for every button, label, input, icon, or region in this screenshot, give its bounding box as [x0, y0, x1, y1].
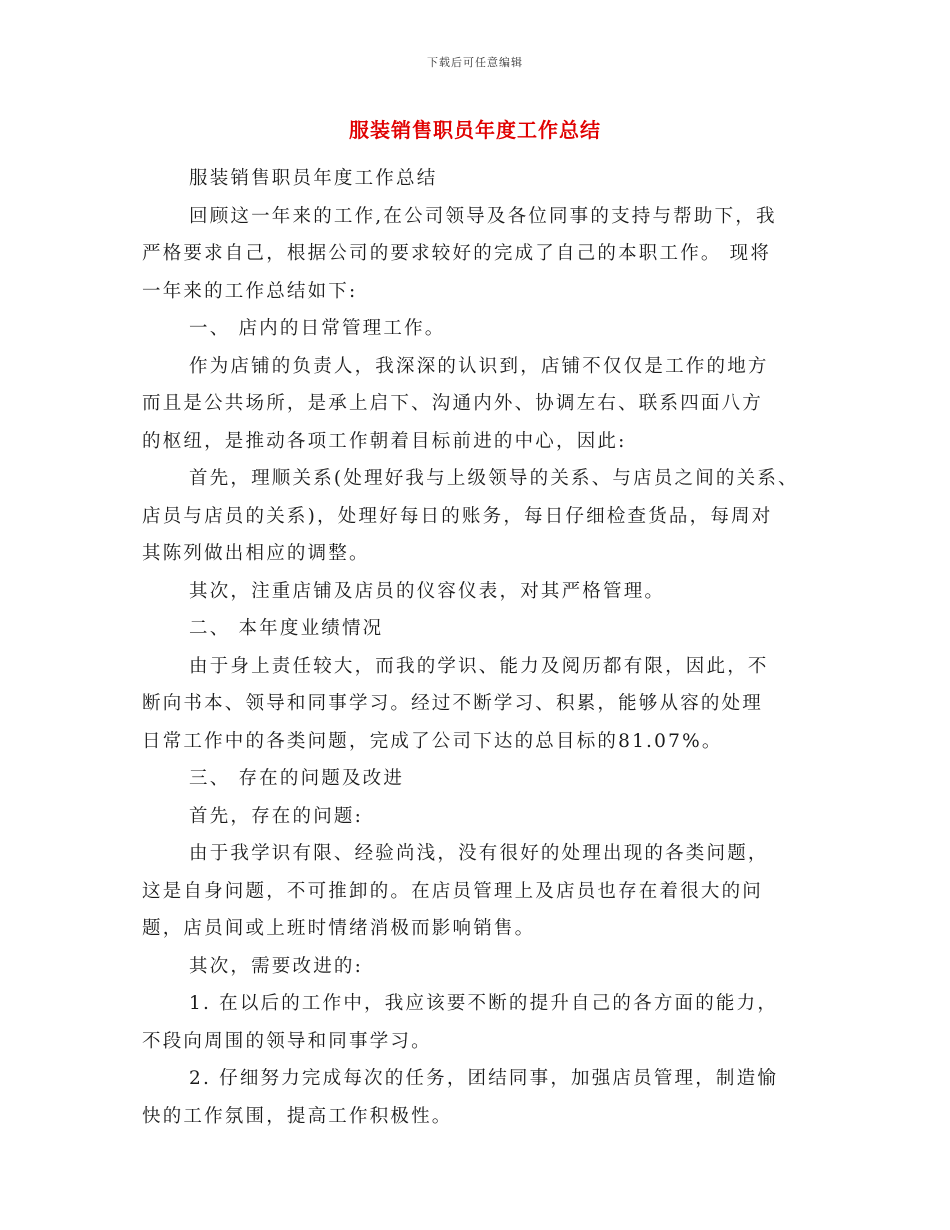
body-line: 断向书本、领导和同事学习。经过不断学习、积累，能够从容的处理	[142, 693, 764, 714]
body-line: 一、 店内的日常管理工作。	[189, 318, 446, 339]
body-line: 一年来的工作总结如下:	[142, 280, 358, 302]
body-line: 这是自身问题，不可推卸的。在店员管理上及店员也存在着很大的问	[142, 880, 764, 902]
body-line: 作为店铺的负责人，我深深的认识到，店铺不仅仅是工作的地方	[189, 355, 769, 377]
header-note: 下载后可任意编辑	[427, 56, 523, 69]
body-line: 题，店员间或上班时情绪消极而影响销售。	[142, 918, 536, 939]
body-line: 不段向周围的领导和同事学习。	[142, 1030, 432, 1052]
body-line: 2. 仔细努力完成每次的任务，团结同事，加强店员管理，制造愉	[189, 1068, 779, 1089]
body-line: 服装销售职员年度工作总结	[189, 168, 438, 189]
body-line: 回顾这一年来的工作,在公司领导及各位同事的支持与帮助下，我	[189, 205, 777, 227]
body-line: 而且是公共场所，是承上启下、沟通内外、协调左右、联系四面八方	[142, 393, 764, 414]
body-line: 其陈列做出相应的调整。	[142, 543, 370, 564]
body-line: 1. 在以后的工作中，我应该要不断的提升自己的各方面的能力，	[189, 993, 779, 1014]
body-line: 快的工作氛围，提高工作积极性。	[142, 1105, 453, 1127]
body-line: 三、 存在的问题及改进	[189, 768, 405, 789]
document-body	[142, 160, 814, 1135]
body-line: 由于我学识有限、经验尚浅，没有很好的处理出现的各类问题，	[189, 843, 769, 864]
body-line: 二、 本年度业绩情况	[189, 618, 384, 639]
document-title: 服装销售职员年度工作总结	[349, 118, 601, 142]
body-line: 其次，需要改进的:	[189, 955, 364, 977]
body-line: 首先，存在的问题:	[189, 805, 364, 827]
body-line: 其次，注重店铺及店员的仪容仪表，对其严格管理。	[189, 580, 666, 602]
body-line: 店员与店员的关系)，处理好每日的账务，每日仔细检查货品，每周对	[142, 505, 773, 527]
body-line: 的枢纽，是推动各项工作朝着目标前进的中心，因此:	[142, 430, 627, 452]
body-line: 由于身上责任较大，而我的学识、能力及阅历都有限，因此，不	[189, 655, 769, 677]
body-line: 严格要求自己，根据公司的要求较好的完成了自己的本职工作。 现将	[142, 243, 772, 264]
body-line: 首先，理顺关系(处理好我与上级领导的关系、与店员之间的关系、	[189, 468, 799, 489]
body-line: 日常工作中的各类问题，完成了公司下达的总目标的81.07%。	[142, 730, 723, 752]
